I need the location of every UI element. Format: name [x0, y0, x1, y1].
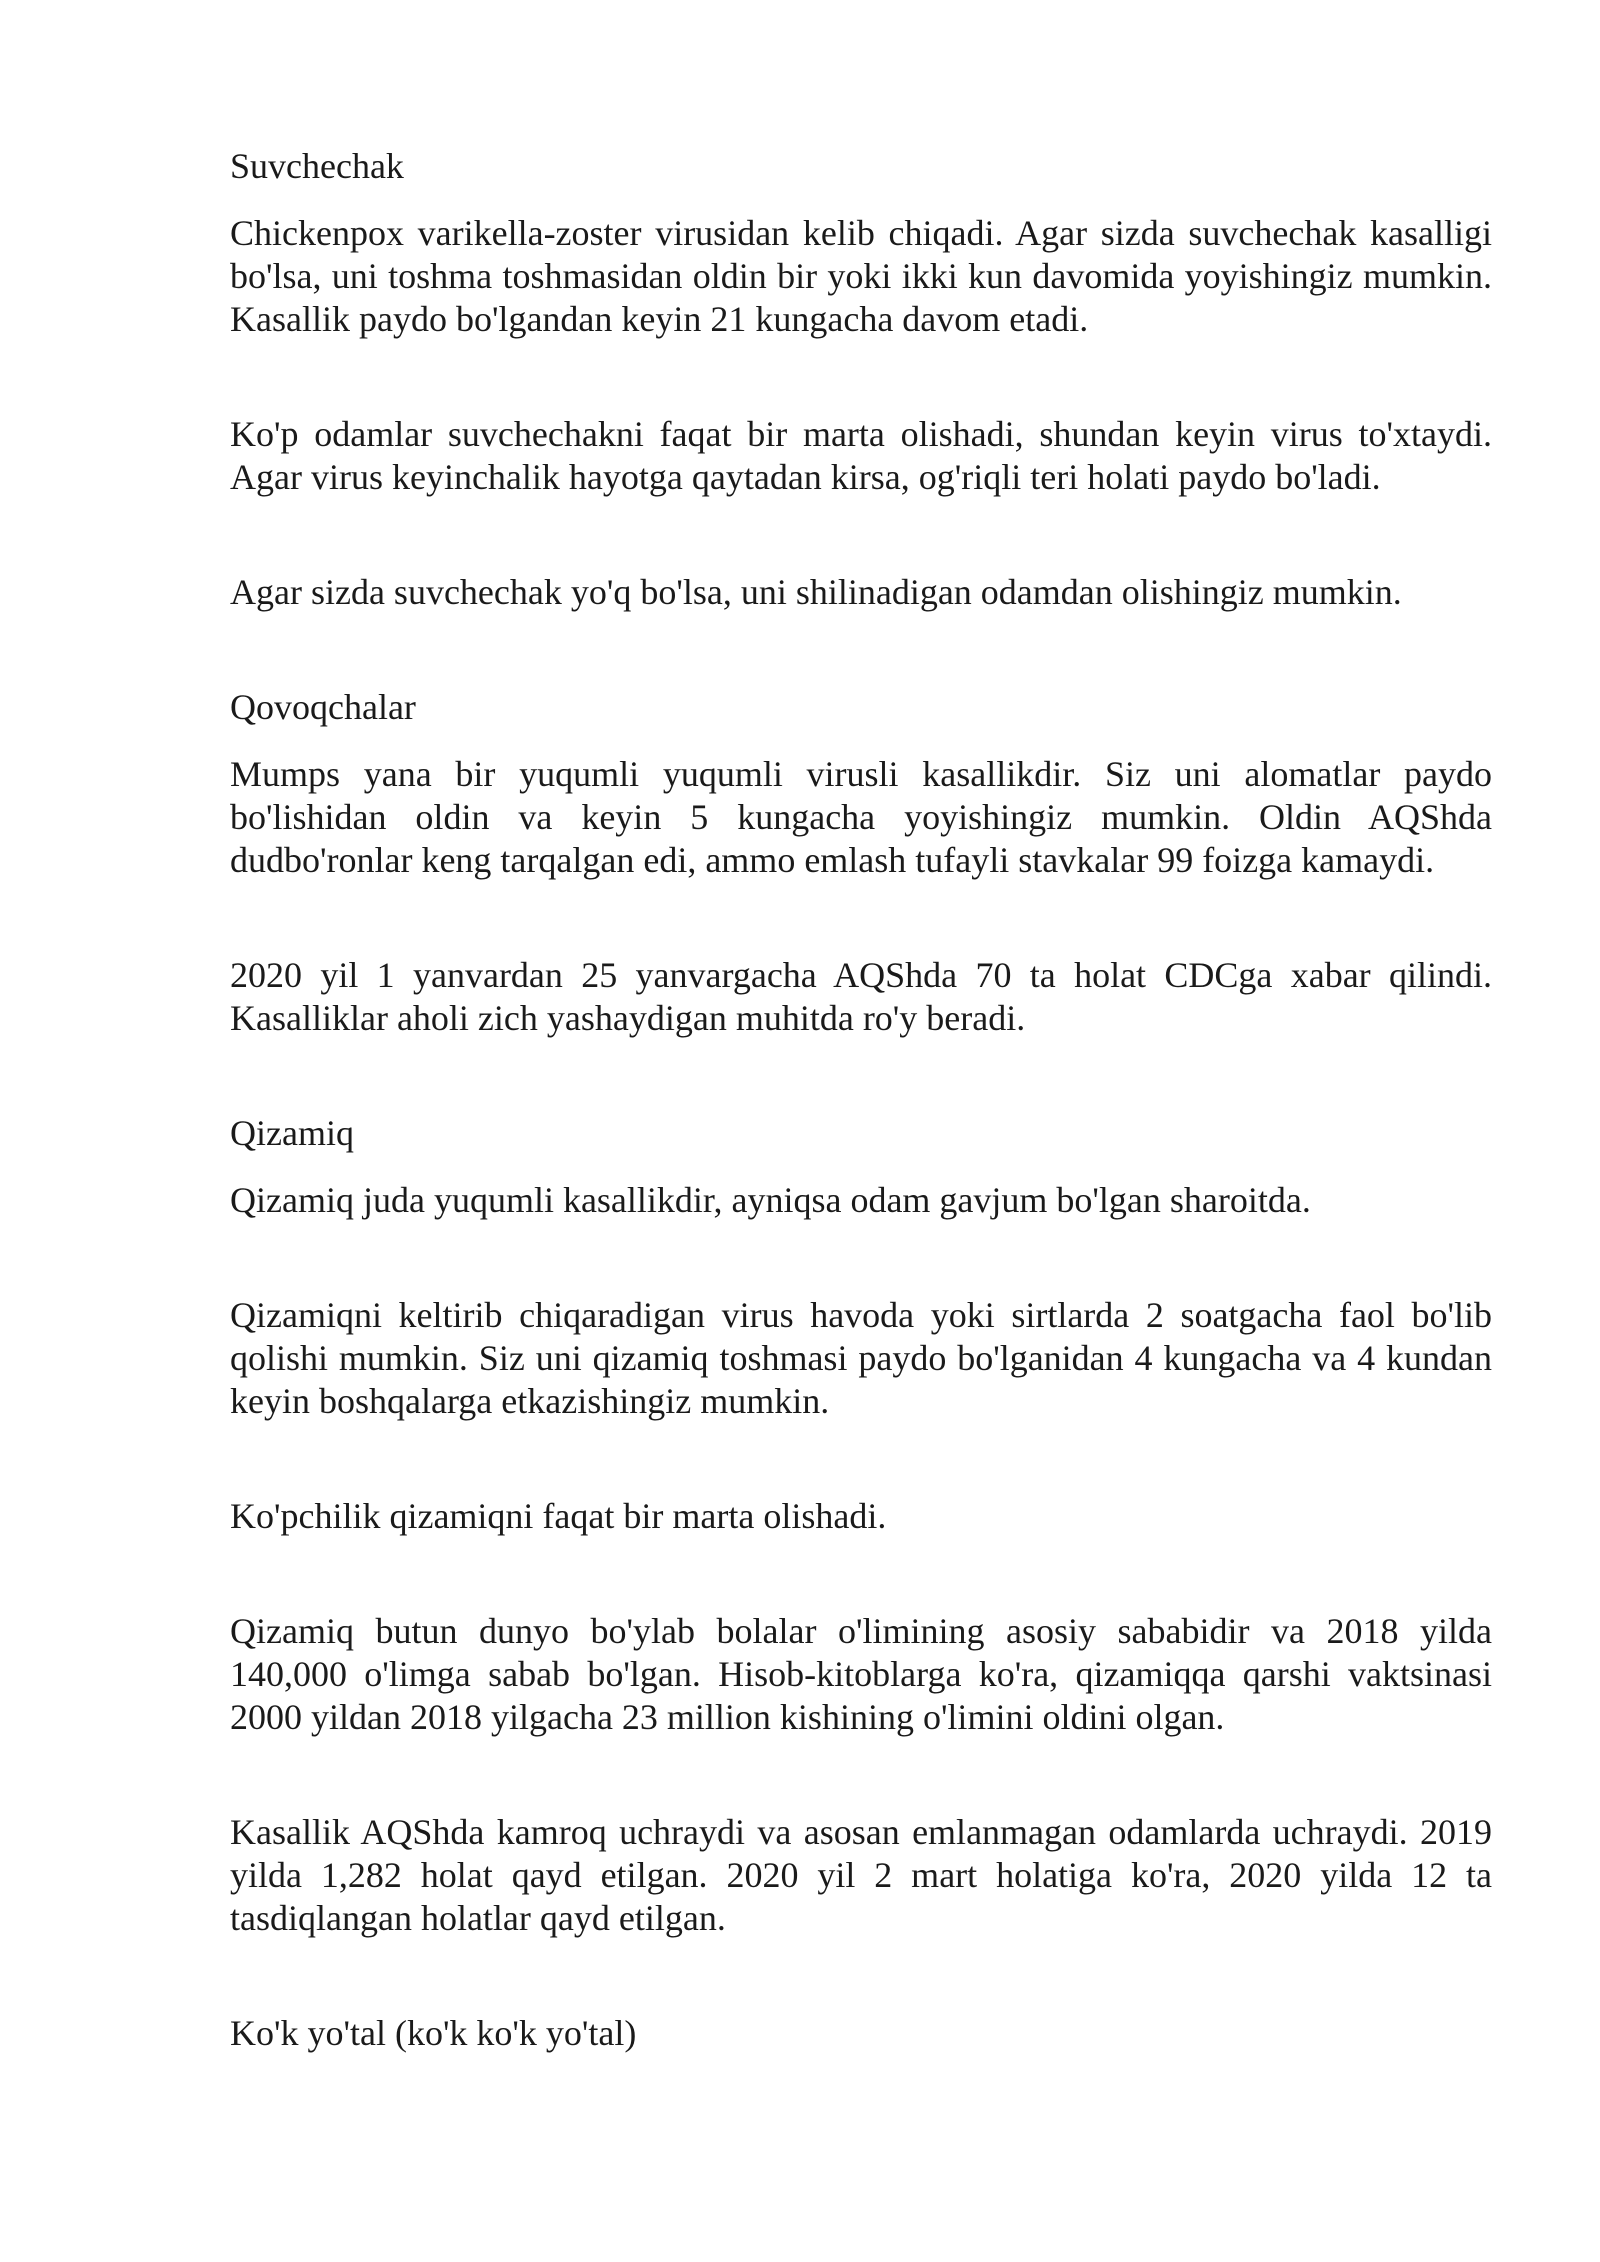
section-heading-qizamiq: Qizamiq: [230, 1113, 354, 1153]
paragraph: Agar sizda suvchechak yo'q bo'lsa, uni shilinadigan odamdan olishingiz mumkin.: [230, 572, 1402, 612]
section-heading-suvchechak: Suvchechak: [230, 146, 404, 186]
paragraph: Qizamiq juda yuqumli kasallikdir, ayniqsa odam gavjum bo'lgan sharoitda.: [230, 1180, 1311, 1220]
paragraph: Qizamiq butun dunyo bo'ylab bolalar o'limining asosiy sababidir va 2018 yilda 140,000 o'limga sabab bo'lgan. Hisob-kitoblarga ko'ra, qizamiqqa qarshi vaktsinasi 2000 yildan 2018 yilgacha 23 million kishining o'limini oldini olgan.: [230, 1611, 1492, 1737]
paragraph: 2020 yil 1 yanvardan 25 yanvargacha AQShda 70 ta holat CDCga xabar qilindi. Kasalliklar aholi zich yashaydigan muhitda ro'y beradi.: [230, 955, 1492, 1038]
document-body: [230, 145, 1492, 2079]
paragraph: Ko'pchilik qizamiqni faqat bir marta olishadi.: [230, 1496, 887, 1536]
paragraph: Qizamiqni keltirib chiqaradigan virus havoda yoki sirtlarda 2 soatgacha faol bo'lib qolishi mumkin. Siz uni qizamiq toshmasi paydo bo'lganidan 4 kungacha va 4 kundan keyin boshqalarga etkazishingiz mumkin.: [230, 1295, 1492, 1421]
paragraph: Chickenpox varikella-zoster virusidan kelib chiqadi. Agar sizda suvchechak kasalligi bo'lsa, uni toshma toshmasidan oldin bir yoki ikki kun davomida yoyishingiz mumkin. Kasallik paydo bo'lgandan keyin 21 kungacha davom etadi.: [230, 213, 1492, 339]
paragraph: Ko'p odamlar suvchechakni faqat bir marta olishadi, shundan keyin virus to'xtaydi. Agar virus keyinchalik hayotga qaytadan kirsa, og'riqli teri holati paydo bo'ladi.: [230, 414, 1492, 497]
section-heading-kok-yotal: Ko'k yo'tal (ko'k ko'k yo'tal): [230, 2013, 637, 2053]
paragraph: Kasallik AQShda kamroq uchraydi va asosan emlanmagan odamlarda uchraydi. 2019 yilda 1,282 holat qayd etilgan. 2020 yil 2 mart holatiga ko'ra, 2020 yilda 12 ta tasdiqlangan holatlar qayd etilgan.: [230, 1812, 1492, 1938]
paragraph: Mumps yana bir yuqumli yuqumli virusli kasallikdir. Siz uni alomatlar paydo bo'lishidan oldin va keyin 5 kungacha yoyishingiz mumkin. Oldin AQShda dudbo'ronlar keng tarqalgan edi, ammo emlash tufayli stavkalar 99 foizga kamaydi.: [230, 754, 1492, 880]
section-heading-qovoqchalar: Qovoqchalar: [230, 687, 416, 727]
